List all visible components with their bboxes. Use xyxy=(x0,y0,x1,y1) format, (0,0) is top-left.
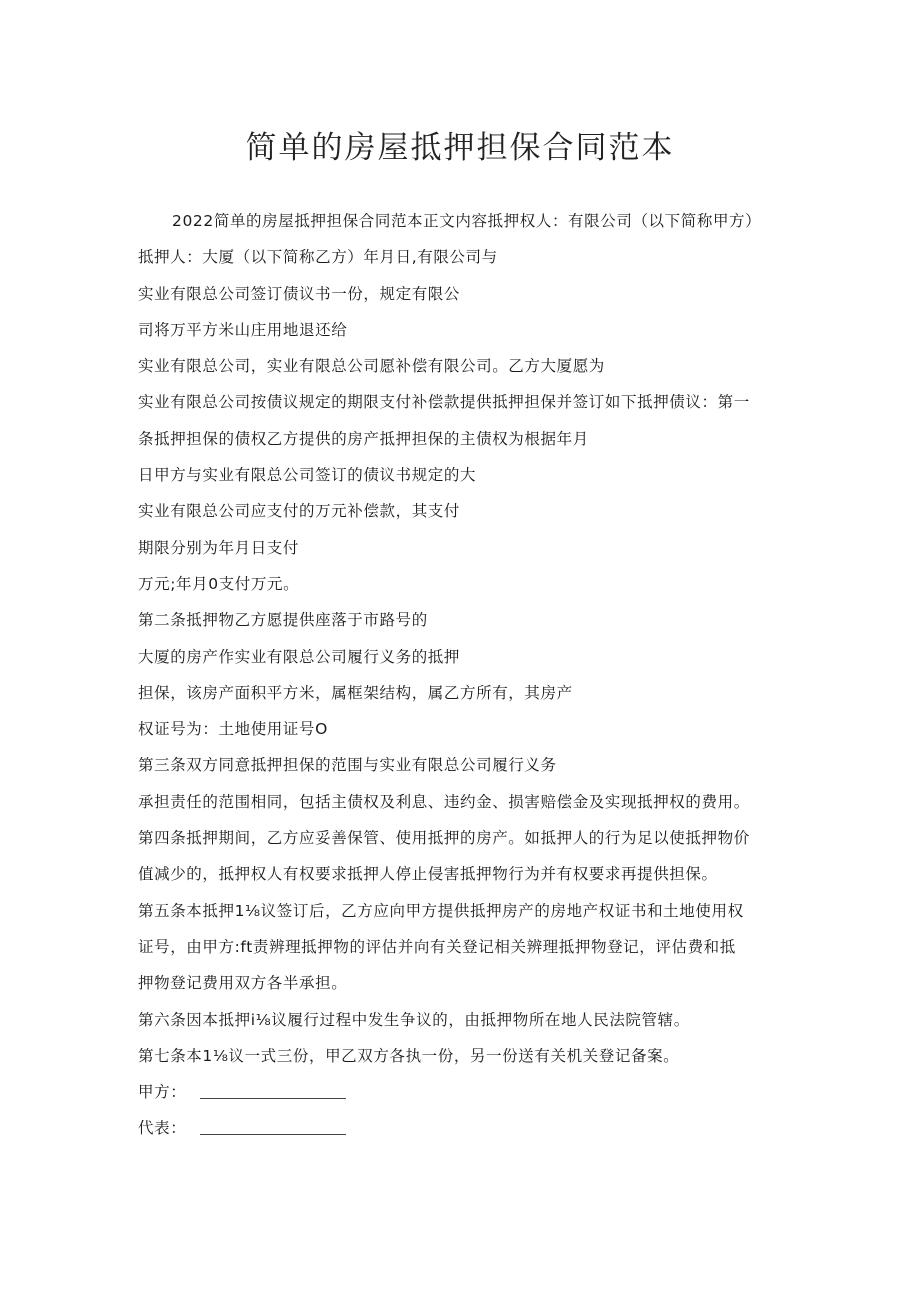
paragraph-line: 证号，由甲方:ft责辨理抵押物的评估并向有关登记相关辨理抵押物登记，评估费和抵 xyxy=(138,937,736,956)
paragraph-line: 第五条本抵押1⅛议签订后，乙方应向甲方提供抵押房产的房地产权证书和土地使用权 xyxy=(138,901,744,920)
paragraph-line: 值减少的，抵押权人有权要求抵押人停止侵害抵押物行为并有权要求再提供担保。 xyxy=(138,865,718,884)
paragraph-line: 期限分别为年月日支付 xyxy=(138,538,300,557)
paragraph-line: 大厦的房产作实业有限总公司履行义务的抵押 xyxy=(138,647,461,666)
party-a-label: 甲方： xyxy=(138,1083,187,1102)
representative-label: 代表： xyxy=(138,1119,187,1138)
paragraph-line: 万元;年月0支付万元。 xyxy=(138,574,300,593)
paragraph-line: 实业有限总公司应支付的万元补偿款，其支付 xyxy=(138,502,461,521)
document-title: 简单的房屋抵押担保合同范本 xyxy=(245,130,675,166)
party-a-signature-row xyxy=(138,1074,798,1110)
paragraph-line: 实业有限总公司，实业有限总公司愿补偿有限公司。乙方大厦愿为 xyxy=(138,357,605,376)
document-body xyxy=(138,203,798,1147)
paragraph-line: 第三条双方同意抵押担保的范围与实业有限总公司履行义务 xyxy=(138,756,557,775)
paragraph-line: 担保，该房产面积平方米，属框架结构，属乙方所有，其房产 xyxy=(138,683,573,702)
paragraph-line: 实业有限总公司签订债议书一份，规定有限公 xyxy=(138,284,461,303)
paragraph-line: 抵押人：大厦（以下简称乙方）年月日,有限公司与 xyxy=(138,248,498,267)
paragraph-line: 实业有限总公司按债议规定的期限支付补偿款提供抵押担保并签订如下抵押债议：第一 xyxy=(138,393,750,412)
paragraph-line: 第六条因本抵押i⅛议履行过程中发生争议的，由抵押物所在地人民法院管辖。 xyxy=(138,1010,690,1029)
representative-signature-row xyxy=(138,1110,798,1146)
paragraph-line: 押物登记费用双方各半承担。 xyxy=(138,974,348,993)
paragraph-line: 权证号为：土地使用证号O xyxy=(138,720,328,739)
paragraph-line: 司将万平方米山庄用地退还给 xyxy=(138,320,348,339)
paragraph-line: 2022简单的房屋抵押担保合同范本正文内容抵押权人：有限公司（以下简称甲方） xyxy=(172,212,762,230)
paragraph-line: 条抵押担保的债权乙方提供的房产抵押担保的主债权为根据年月 xyxy=(138,429,589,448)
representative-signature-line xyxy=(200,1134,346,1135)
party-a-signature-line xyxy=(200,1098,346,1099)
paragraph-line: 承担责任的范围相同，包括主债权及利息、违约金、损害赔偿金及实现抵押权的费用。 xyxy=(138,792,750,811)
paragraph-line: 第二条抵押物乙方愿提供座落于市路号的 xyxy=(138,611,428,630)
paragraph-line: 第七条本1⅛议一式三份，甲乙双方各执一份，另一份送有关机关登记备案。 xyxy=(138,1046,680,1065)
paragraph-line: 日甲方与实业有限总公司签订的债议书规定的大 xyxy=(138,466,477,485)
paragraph-line: 第四条抵押期间，乙方应妥善保管、使用抵押的房产。如抵押人的行为足以使抵押物价 xyxy=(138,829,750,848)
